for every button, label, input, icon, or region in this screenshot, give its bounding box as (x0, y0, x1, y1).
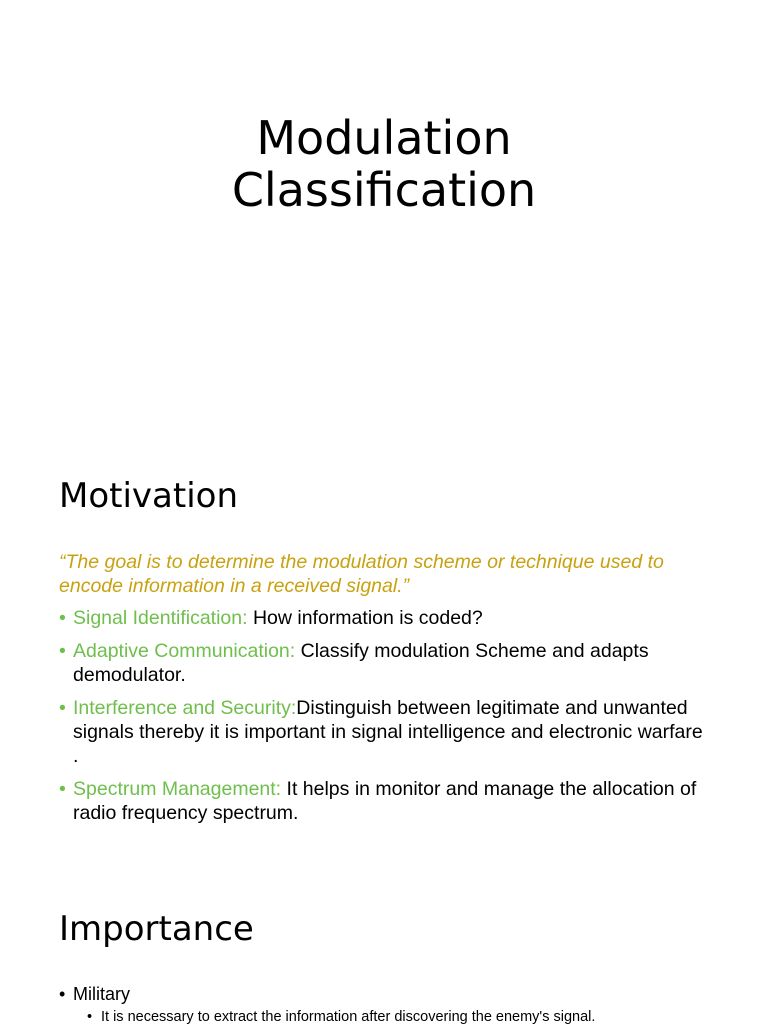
importance-item-label: Military (73, 984, 130, 1004)
bullet-text: It helps in monitor and manage the allocation of radio frequency spectrum. (73, 778, 697, 824)
bullet-text: Classify modulation Scheme and adapts demodulator. (73, 640, 649, 686)
bullet-spectrum-management (59, 777, 709, 825)
motivation-bullet-list (59, 606, 709, 834)
bullet-dot: • (59, 697, 66, 719)
sub-bullet-dot: • (87, 1009, 93, 1025)
bullet-text: How information is coded? (247, 607, 483, 629)
bullet-term: Signal Identification: (73, 607, 248, 629)
importance-sub-list (73, 1007, 719, 1027)
bullet-dot: • (59, 640, 66, 662)
importance-heading: Importance (59, 909, 254, 949)
importance-sub-item (87, 1007, 719, 1027)
slide-title (0, 112, 768, 216)
bullet-dot: • (59, 984, 66, 1004)
bullet-term: Interference and Security: (73, 697, 297, 719)
importance-sub-item-text: It is necessary to extract the information after discovering the enemy's signal. (101, 1009, 596, 1025)
bullet-interference-security (59, 696, 709, 768)
title-line-2: Classification (231, 163, 537, 217)
bullet-dot: • (59, 778, 66, 800)
motivation-quote: “The goal is to determine the modulation scheme or technique used to encode information in a received signal.” (59, 551, 664, 597)
bullet-dot: • (59, 607, 66, 629)
motivation-heading: Motivation (59, 476, 238, 516)
bullet-term: Spectrum Management: (73, 778, 282, 800)
importance-item-military (59, 983, 719, 1027)
title-line-1: Modulation (256, 111, 512, 165)
bullet-term: Adaptive Communication: (73, 640, 296, 662)
bullet-adaptive-communication (59, 639, 709, 687)
bullet-signal-identification (59, 606, 709, 630)
importance-list (59, 983, 719, 1027)
bullet-text: Distinguish between legitimate and unwanted signals thereby it is important in signal intelligence and electronic warfare . (73, 697, 703, 767)
title-slide (0, 0, 768, 440)
